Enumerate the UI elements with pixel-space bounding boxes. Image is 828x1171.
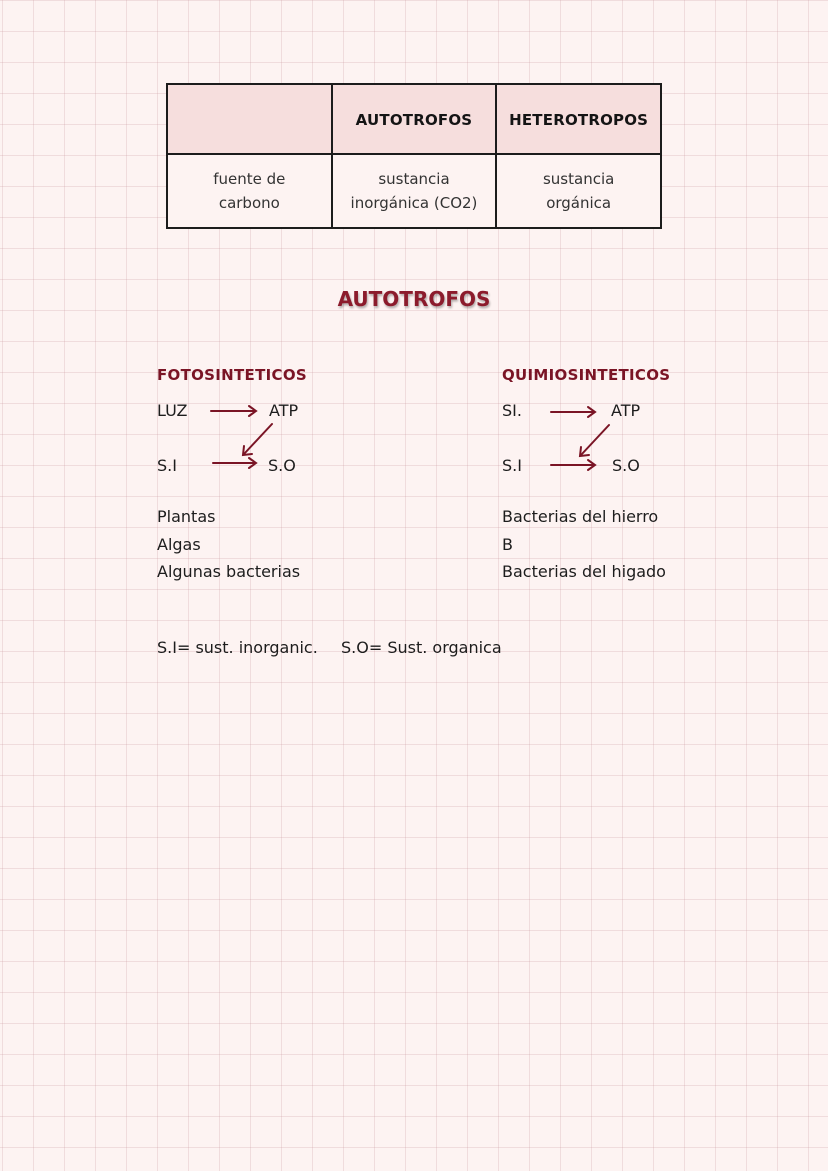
- list-item: Plantas: [157, 507, 216, 526]
- heading-fotosinteticos: FOTOSINTETICOS: [157, 366, 307, 384]
- label-si-dot: SI.: [502, 401, 522, 420]
- table-header-heterotropos: HETEROTROPOS: [496, 84, 661, 154]
- arrow-right-icon: [551, 460, 595, 470]
- cell-text: sustancia: [378, 170, 450, 188]
- arrow-right-icon: [551, 407, 595, 417]
- list-item: Bacterias del hierro: [502, 507, 659, 526]
- label-luz: LUZ: [157, 401, 188, 420]
- arrow-right-icon: [213, 458, 256, 468]
- list-item: Bacterias del higado: [502, 562, 666, 581]
- list-item: Algas: [157, 535, 201, 554]
- legend-si: S.I= sust. inorganic.: [157, 638, 318, 657]
- arrow-diagonal-icon: [580, 425, 609, 456]
- cell-text: inorgánica (CO2): [350, 194, 478, 212]
- label-atp: ATP: [269, 401, 299, 420]
- label-so: S.O: [612, 456, 640, 475]
- section-title: AUTOTROFOS: [337, 287, 491, 311]
- label-si: S.I: [157, 456, 177, 475]
- cell-text: carbono: [218, 194, 280, 212]
- heading-quimiosinteticos: QUIMIOSINTETICOS: [502, 366, 671, 384]
- cell-text: fuente de: [213, 170, 286, 188]
- cell-text: sustancia: [542, 170, 615, 188]
- label-si: S.I: [502, 456, 522, 475]
- cell-text: orgánica: [546, 194, 612, 212]
- table-header-autotrofos: AUTOTROFOS: [332, 84, 497, 154]
- label-atp: ATP: [611, 401, 641, 420]
- legend-so: S.O= Sust. organica: [341, 638, 502, 657]
- list-item: Algunas bacterias: [157, 562, 301, 581]
- arrow-right-icon: [211, 406, 256, 416]
- label-so: S.O: [268, 456, 296, 475]
- list-item: B: [502, 535, 513, 554]
- arrow-diagonal-icon: [243, 424, 272, 455]
